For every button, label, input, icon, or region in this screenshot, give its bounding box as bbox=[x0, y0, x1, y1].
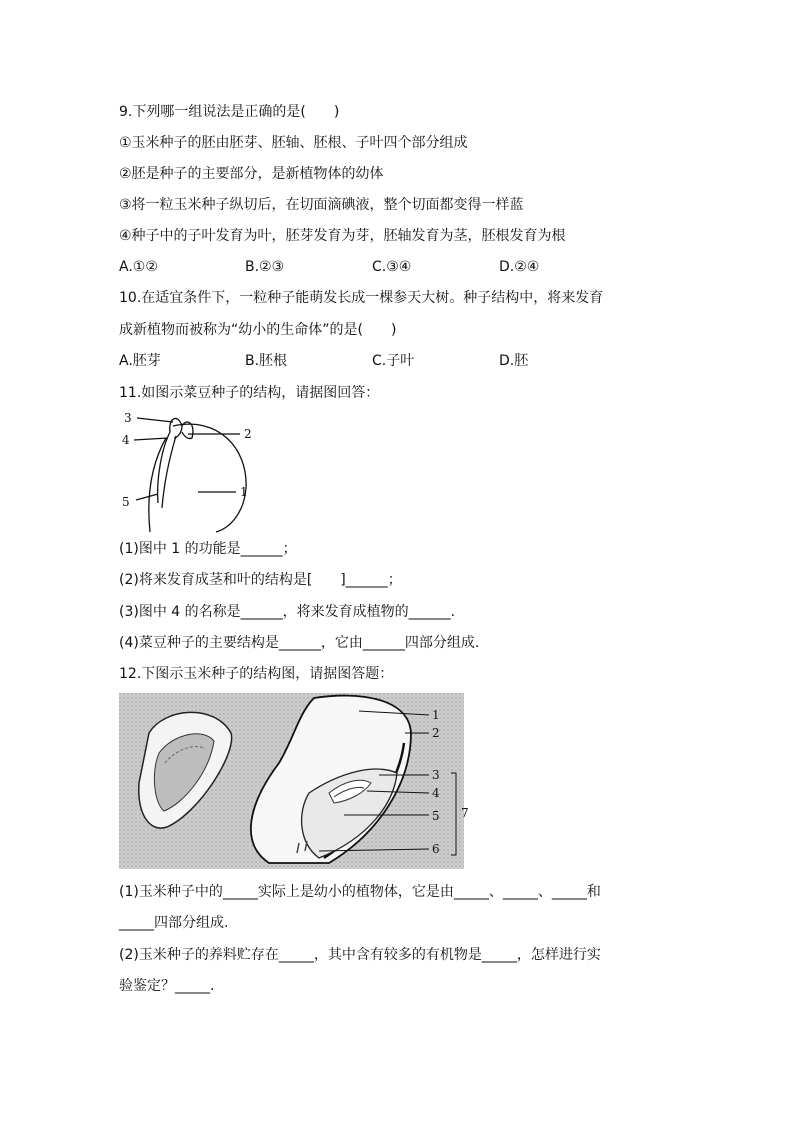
q10-option-b: B.胚根 bbox=[245, 353, 288, 369]
q11-part-4: (4)菜豆种子的主要结构是______，它由______四部分组成. bbox=[119, 635, 480, 651]
q9-option-a: A.①② bbox=[119, 259, 158, 275]
corn-label-5: 5 bbox=[432, 809, 440, 823]
q11-part-1: (1)图中 1 的功能是______； bbox=[119, 541, 297, 557]
q11-part-2: (2)将来发育成茎和叶的结构是[ ]______； bbox=[119, 572, 402, 588]
q9-option-b: B.②③ bbox=[245, 259, 285, 275]
corn-label-1: 1 bbox=[432, 708, 440, 722]
corn-label-4: 4 bbox=[432, 786, 440, 800]
q12-stem: 12.下图示玉米种子的结构图，请据图答题： bbox=[119, 666, 394, 682]
bean-label-5: 5 bbox=[122, 495, 130, 509]
corn-label-3: 3 bbox=[432, 768, 440, 782]
q12-part-2-line1: (2)玉米种子的养料贮存在_____，其中含有较多的有机物是_____，怎样进行实 bbox=[119, 947, 601, 963]
bean-seed-figure bbox=[118, 408, 268, 533]
bean-label-4: 4 bbox=[122, 433, 130, 447]
q10-option-d: D.胚 bbox=[499, 353, 529, 369]
q10-option-c: C.子叶 bbox=[372, 353, 415, 369]
q11-part-3: (3)图中 4 的名称是______，将来发育成植物的______. bbox=[119, 604, 456, 620]
q9-statement-4: ④种子中的子叶发育为叶，胚芽发育为芽，胚轴发育为茎，胚根发育为根 bbox=[119, 228, 566, 244]
q11-stem: 11.如图示菜豆种子的结构，请据图回答： bbox=[119, 385, 380, 401]
q9-statement-2: ②胚是种子的主要部分，是新植物体的幼体 bbox=[119, 166, 384, 182]
corn-label-6: 6 bbox=[432, 842, 440, 856]
q10-stem-line1: 10.在适宜条件下，一粒种子能萌发长成一棵参天大树。种子结构中，将来发育 bbox=[119, 290, 604, 306]
q12-part-1-line1: (1)玉米种子中的_____实际上是幼小的植物体，它是由_____、_____、_____和 bbox=[119, 884, 601, 900]
q9-stem: 9.下列哪一组说法是正确的是( ) bbox=[119, 104, 340, 120]
corn-seed-figure bbox=[119, 693, 479, 871]
bean-label-1: 1 bbox=[240, 485, 248, 499]
q9-statement-1: ①玉米种子的胚由胚芽、胚轴、胚根、子叶四个部分组成 bbox=[119, 135, 468, 151]
q9-option-d: D.②④ bbox=[499, 259, 540, 275]
corn-label-2: 2 bbox=[432, 726, 440, 740]
q12-part-2-line2: 验鉴定？_____. bbox=[119, 978, 215, 994]
bean-label-3: 3 bbox=[124, 411, 132, 425]
q10-option-a: A.胚芽 bbox=[119, 353, 161, 369]
q12-part-1-line2: _____四部分组成. bbox=[119, 915, 229, 931]
q9-statement-3: ③将一粒玉米种子纵切后，在切面滴碘液，整个切面都变得一样蓝 bbox=[119, 197, 524, 213]
bean-label-2: 2 bbox=[244, 427, 252, 441]
q10-stem-line2: 成新植物而被称为“幼小的生命体”的是( ) bbox=[119, 322, 397, 338]
corn-label-7: 7 bbox=[461, 806, 469, 820]
q9-option-c: C.③④ bbox=[372, 259, 412, 275]
